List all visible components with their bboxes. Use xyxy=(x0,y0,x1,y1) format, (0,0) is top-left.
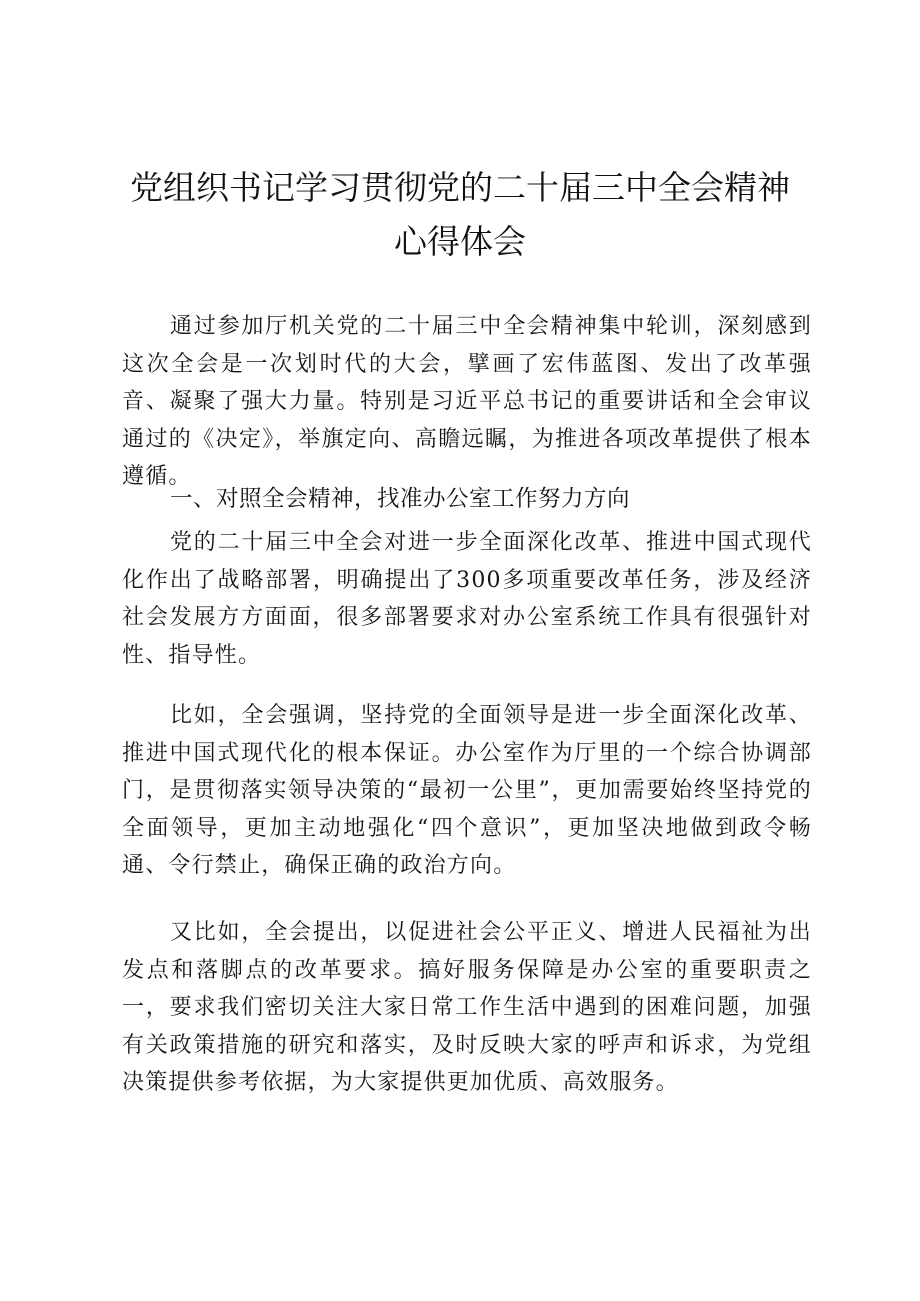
paragraph-example-leadership: 比如，全会强调，坚持党的全面领导是进一步全面深化改革、推进中国式现代化的根本保证。办公室作为厅里的一个综合协调部门，是贯彻落实领导决策的“最初一公里”，更加需要始终坚持党的全面领导，更加主动地强化“四个意识”，更加坚决地做到政令畅通、令行禁止，确保正确的政治方向。 xyxy=(122,703,812,878)
section-heading-1: 一、对照全会精神，找准办公室工作努力方向 xyxy=(170,486,631,512)
document-title-line-2: 心得体会 xyxy=(394,222,526,261)
document-title-line-1: 党组织书记学习贯彻党的二十届三中全会精神 xyxy=(130,168,790,207)
paragraph-intro: 通过参加厅机关党的二十届三中全会精神集中轮训，深刻感到这次全会是一次划时代的大会，擘画了宏伟蓝图、发出了改革强音、凝聚了强大力量。特别是习近平总书记的重要讲话和全会审议通过的《决定》，举旗定向、高瞻远瞩，为推进各项改革提供了根本遵循。 xyxy=(122,314,812,489)
paragraph-deployment: 党的二十届三中全会对进一步全面深化改革、推进中国式现代化作出了战略部署，明确提出了300多项重要改革任务，涉及经济社会发展方方面面，很多部署要求对办公室系统工作具有很强针对性、指导性。 xyxy=(122,530,812,668)
paragraph-example-service: 又比如，全会提出，以促进社会公平正义、增进人民福祉为出发点和落脚点的改革要求。搞好服务保障是办公室的重要职责之一，要求我们密切关注大家日常工作生活中遇到的困难问题，加强有关政策措施的研究和落实，及时反映大家的呼声和诉求，为党组决策提供参考依据，为大家提供更加优质、高效服务。 xyxy=(122,920,812,1095)
